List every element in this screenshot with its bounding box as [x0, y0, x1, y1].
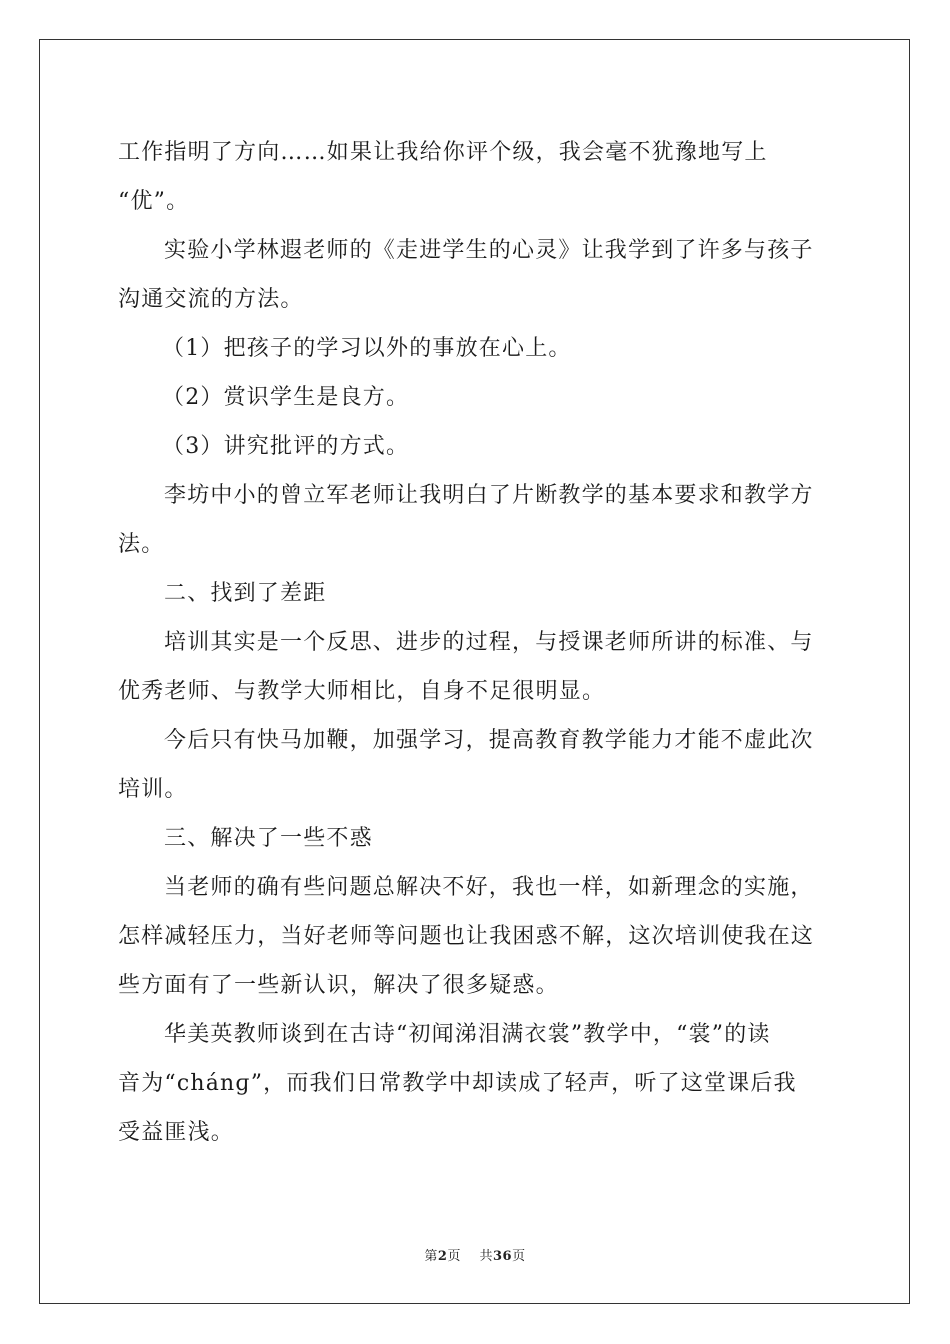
text-line-8: 李坊中小的曾立军老师让我明白了片断教学的基本要求和教学方	[164, 483, 814, 508]
list-item-2: （2）赏识学生是良方。	[162, 385, 410, 410]
text-line-2: “优”。	[118, 189, 190, 214]
text-line-1: 工作指明了方向……如果让我给你评个级，我会毫不犹豫地写上	[118, 140, 768, 165]
footer-total-pages: 36	[493, 1249, 513, 1264]
list-item-1: （1）把孩子的学习以外的事放在心上。	[162, 336, 572, 361]
text-line-14: 培训。	[118, 777, 188, 802]
text-line-17: 怎样减轻压力，当好老师等问题也让我困惑不解，这次培训使我在这	[118, 924, 815, 949]
footer-total-suffix: 页	[512, 1249, 526, 1264]
text-line-21: 受益匪浅。	[118, 1120, 235, 1145]
text-line-4: 沟通交流的方法。	[118, 287, 304, 312]
footer-page-prefix: 第	[424, 1249, 438, 1264]
text-line-20: 音为“chánɡ”，而我们日常教学中却读成了轻声，听了这堂课后我	[118, 1071, 797, 1096]
text-line-12: 优秀老师、与教学大师相比，自身不足很明显。	[118, 679, 606, 704]
footer-page-suffix: 页	[447, 1249, 461, 1264]
section-heading-3: 三、解决了一些不惑	[164, 826, 373, 851]
text-line-13: 今后只有快马加鞭，加强学习，提高教育教学能力才能不虚此次	[164, 728, 814, 753]
text-line-18: 些方面有了一些新认识，解决了很多疑惑。	[118, 973, 559, 998]
list-item-3: （3）讲究批评的方式。	[162, 434, 410, 459]
footer-page-number: 2	[437, 1249, 448, 1264]
text-line-3: 实验小学林遐老师的《走进学生的心灵》让我学到了许多与孩子	[164, 238, 814, 263]
text-line-16: 当老师的确有些问题总解决不好，我也一样，如新理念的实施，	[164, 875, 814, 900]
document-body	[118, 128, 834, 1157]
section-heading-2: 二、找到了差距	[164, 581, 327, 606]
page-footer	[0, 1245, 950, 1264]
text-line-19: 华美英教师谈到在古诗“初闻涕泪满衣裳”教学中，“裳”的读	[164, 1022, 771, 1047]
footer-total-prefix: 共	[479, 1249, 493, 1264]
text-line-11: 培训其实是一个反思、进步的过程，与授课老师所讲的标准、与	[164, 630, 814, 655]
text-line-9: 法。	[118, 532, 165, 557]
